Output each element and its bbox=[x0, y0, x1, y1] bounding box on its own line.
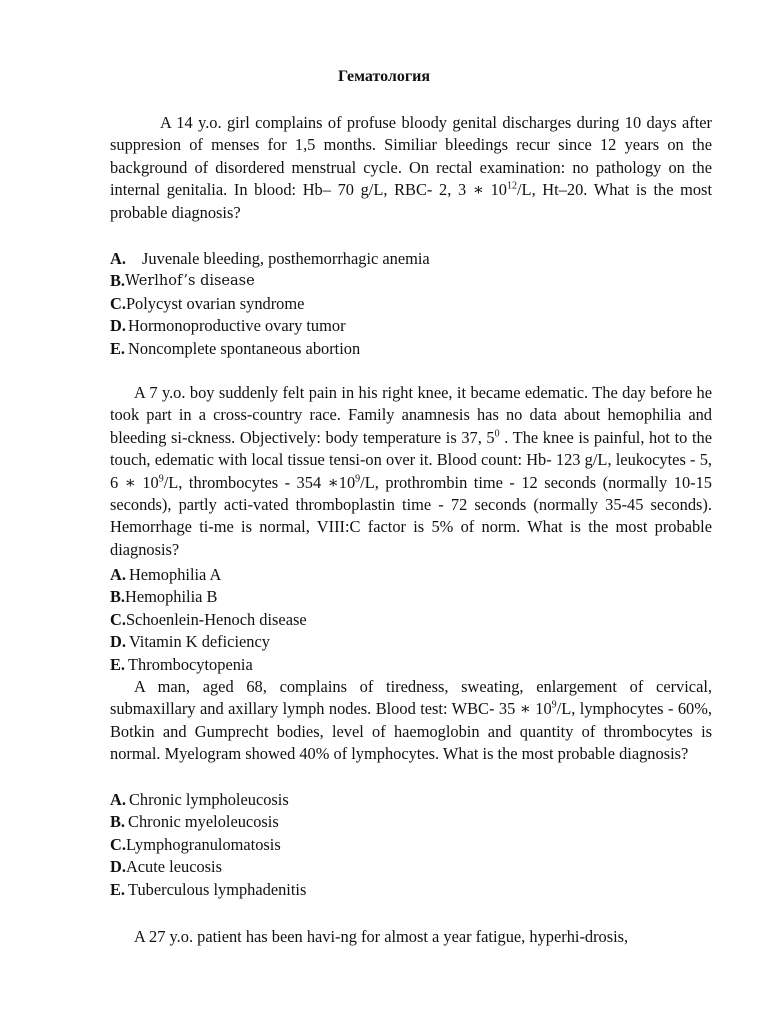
option-letter: A. bbox=[110, 565, 126, 584]
q1-mult-sign: ∗ bbox=[472, 180, 484, 200]
page-title: Гематология bbox=[338, 68, 430, 85]
q2-superscript-1: 0 bbox=[494, 428, 500, 440]
option-text: Hemophilia B bbox=[125, 587, 218, 607]
q2-superscript-2: 9 bbox=[158, 473, 164, 485]
option-letter: E. bbox=[110, 338, 126, 358]
option-a bbox=[110, 564, 710, 586]
q2-mult-sign-2: ∗ bbox=[327, 472, 339, 492]
q2-text-f: /L, prothrombin time - 12 seconds (normally 10-15 seconds), partly acti-vated thromboplastin time - 72 seconds (normally 35-45 seconds). Hemorrhage ti-me is normal, VIII:C factor is 5% of norm. What is the most probable diagnosis? bbox=[110, 472, 712, 559]
option-a bbox=[110, 789, 710, 811]
option-b bbox=[110, 586, 710, 608]
option-letter: C. bbox=[110, 609, 126, 629]
q2-text-d: /L, thrombocytes - 354 bbox=[163, 472, 328, 492]
option-letter: B. bbox=[110, 271, 126, 291]
q3-text-a: A man, aged 68, complains of tiredness, sweating, enlargement of cervical, submaxillary and axillary lymph nodes. Blood test: WBC- 35 bbox=[110, 677, 712, 719]
option-c bbox=[110, 293, 710, 315]
option-d bbox=[110, 631, 710, 653]
q3-text-c: /L, lymphocytes - 60%, Botkin and Gumprecht bodies, level of haemoglobin and quantity of thrombocytes is normal. Myelogram showed 40% of lymphocytes. What is the most probable diagnosis? bbox=[110, 699, 712, 764]
option-e bbox=[110, 338, 710, 360]
option-text: Chronic myeloleucosis bbox=[128, 812, 279, 832]
option-text: Vitamin K deficiency bbox=[128, 632, 270, 652]
q1-superscript: 12 bbox=[507, 180, 517, 192]
option-letter: D. bbox=[110, 316, 126, 336]
option-text: Thrombocytopenia bbox=[128, 654, 253, 674]
question-2-text bbox=[110, 382, 712, 561]
question-3-options bbox=[110, 789, 710, 901]
q2-text-a: A 7 y.o. boy suddenly felt pain in his right knee, it became edematic. The day before he took part in a cross-country race. Family anamnesis has no data about hemophilia and bleeding si-ckness. Objectively: body temperature is 37, 5 bbox=[110, 383, 712, 447]
option-d bbox=[110, 315, 710, 337]
option-b bbox=[110, 811, 710, 833]
option-text: Werlhof’s disease bbox=[125, 273, 255, 290]
option-text: Noncomplete spontaneous abortion bbox=[128, 338, 361, 358]
option-a bbox=[110, 248, 710, 270]
option-text: Acute leucosis bbox=[125, 857, 222, 877]
option-letter: A. bbox=[110, 790, 126, 809]
option-text: Tuberculous lymphadenitis bbox=[128, 879, 307, 899]
option-letter: B. bbox=[110, 812, 126, 832]
option-e bbox=[110, 654, 710, 676]
question-1-text bbox=[110, 112, 712, 224]
option-text: Hemophilia A bbox=[128, 565, 222, 584]
q2-mult-sign-1: ∗ bbox=[124, 472, 136, 492]
option-text: Lymphogranulomatosis bbox=[125, 834, 281, 854]
option-b bbox=[110, 270, 710, 292]
q3-superscript: 9 bbox=[551, 699, 557, 711]
q3-text-b: 10 bbox=[530, 699, 552, 719]
q4-text-a: A 27 y.o. patient has been havi-ng for almost a year fatigue, hyperhi-drosis, bbox=[134, 927, 629, 946]
option-d bbox=[110, 856, 710, 878]
option-letter: E. bbox=[110, 879, 126, 899]
q2-superscript-3: 9 bbox=[355, 473, 361, 485]
q2-text-b: . The knee is painful, hot to the touch, edematic with local tissue tensi-on over it. Blood count: Hb- 123 g/L, leukocytes - 5, 6 bbox=[110, 427, 712, 492]
option-e bbox=[110, 879, 710, 901]
question-1-options bbox=[110, 248, 710, 360]
q3-mult-sign: ∗ bbox=[519, 699, 531, 719]
option-letter: E. bbox=[110, 654, 126, 674]
option-letter: C. bbox=[110, 834, 126, 854]
option-text: Hormonoproductive ovary tumor bbox=[127, 316, 346, 336]
option-letter: D. bbox=[110, 632, 126, 652]
option-c bbox=[110, 834, 710, 856]
q1-text-a: A 14 y.o. girl complains of profuse bloody genital discharges during 10 days after suppresion of menses for 1,5 months. Similiar bleedings recur since 12 years on the background of disordered menstrual cycle. On rectal examination: no pathology on the internal genitalia. In blood: Hb– 70 g/L, RBC- 2, 3 bbox=[110, 113, 712, 200]
option-letter: C. bbox=[110, 293, 126, 313]
option-c bbox=[110, 609, 710, 631]
option-text: Chronic lympholeucosis bbox=[128, 790, 289, 809]
q1-text-c: /L, Ht–20. What is the most probable diagnosis? bbox=[110, 180, 712, 222]
question-2-options bbox=[110, 564, 710, 676]
option-letter: D. bbox=[110, 857, 126, 877]
option-letter: B. bbox=[110, 587, 126, 607]
question-3-text bbox=[110, 676, 712, 766]
q2-text-e: 10 bbox=[338, 472, 356, 492]
option-text: Juvenale bleeding, posthemorrhagic anemia bbox=[142, 249, 430, 268]
q2-text-c: 10 bbox=[135, 472, 159, 492]
q1-text-b: 10 bbox=[483, 180, 507, 200]
option-letter: A. bbox=[110, 249, 126, 268]
option-text: Schoenlein-Henoch disease bbox=[125, 609, 307, 629]
option-text: Polycyst ovarian syndrome bbox=[125, 293, 305, 313]
question-4-text bbox=[110, 926, 712, 948]
